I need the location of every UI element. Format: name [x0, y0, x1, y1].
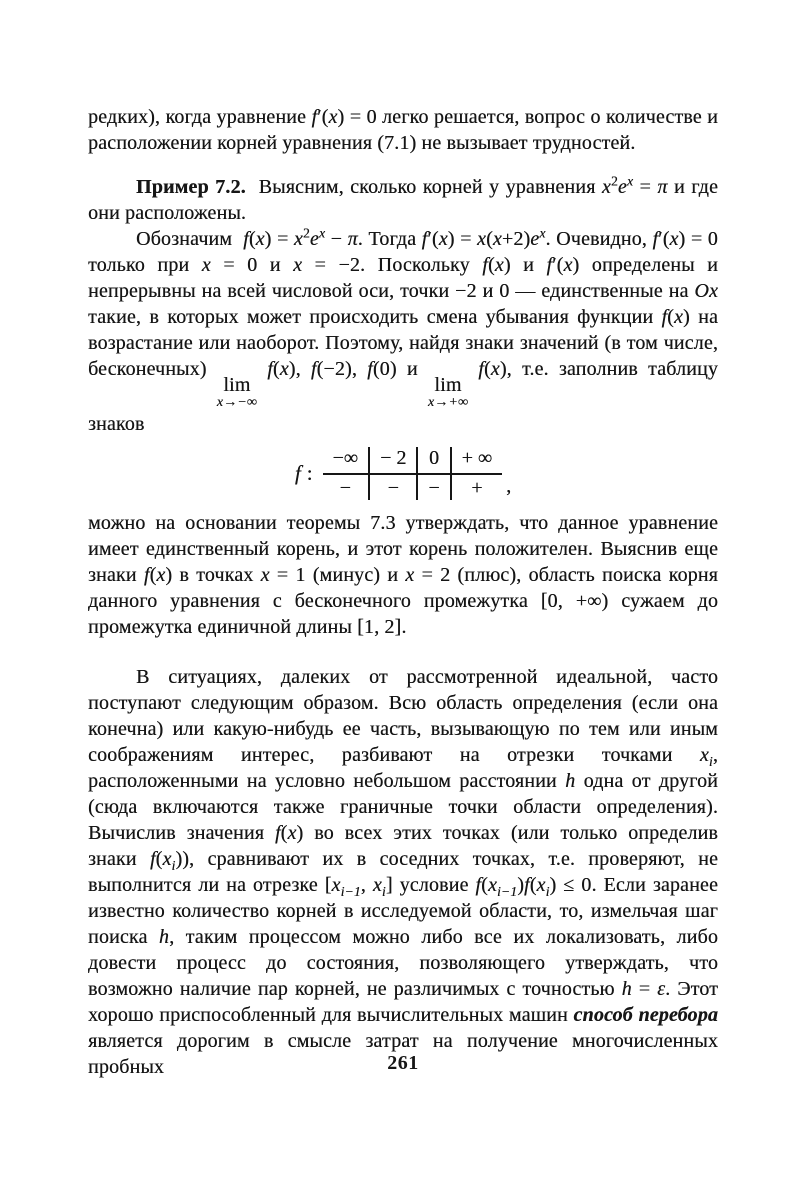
text-run: ( — [487, 254, 495, 276]
text-run: ( — [149, 563, 157, 586]
limit-expression: lim x→+∞ — [427, 374, 469, 411]
text-run: ] условие — [385, 873, 476, 896]
text-run: , таким процессом можно либо все их локализовать, либо довести процесс до состояния, позволяющего утверждать, что возможно наличие пар корней, не различимых с точностью — [88, 925, 718, 1000]
text-run: = 0 и — [210, 254, 294, 276]
superscript: x — [539, 225, 546, 241]
text-run: ( — [155, 847, 163, 870]
text-run: (0) и — [372, 358, 428, 380]
text-run: f — [546, 254, 553, 276]
text-run: x — [494, 254, 504, 276]
text-run: π — [657, 176, 668, 198]
subscript: i−1 — [340, 883, 361, 899]
text-run: = 1 (минус) и — [269, 563, 406, 586]
text-run: такие, в которых может происходить смена убывания функции — [88, 306, 662, 328]
sign-table-point: 0 — [418, 447, 449, 475]
text-run: +2) — [501, 228, 531, 250]
text-run: ′( — [552, 254, 564, 276]
sign-table-sign: − — [387, 476, 399, 499]
text-run: x — [536, 873, 546, 896]
sign-table-colon: : — [306, 460, 313, 485]
text-run: e — [530, 228, 540, 250]
text-run: f — [478, 358, 484, 380]
text-run: ) определены и непрерывны на всей числовой оси, точки −2 и 0 — единственные на — [88, 254, 718, 302]
text-run: f — [274, 821, 281, 844]
text-run: ), т.е. заполнив таблицу знаков — [88, 358, 718, 435]
page-content — [88, 104, 718, 1080]
text-run: x — [669, 228, 679, 250]
text-run: x — [279, 358, 289, 380]
subscript: i — [708, 753, 713, 769]
text-run: x — [201, 254, 211, 276]
text-run: ) в точках — [165, 563, 261, 586]
text-run: ′( — [317, 106, 329, 128]
text-run: ( — [272, 358, 280, 380]
sign-table-point: + ∞ — [452, 447, 503, 475]
text-run: = — [633, 176, 658, 198]
subscript: i−1 — [496, 883, 518, 899]
text-run: ) = 0 легко решается, вопрос о количестве и расположении корней уравнения (7.1) не вызывает трудностей. — [88, 106, 718, 154]
superscript: x — [318, 225, 326, 241]
text-run: f — [475, 873, 482, 896]
text-run: и где они расположены. — [88, 176, 718, 224]
text-run: f — [143, 563, 150, 586]
text-run: ) = — [447, 228, 478, 250]
paragraph-example-7-2 — [88, 174, 718, 226]
text-run: ), — [288, 358, 311, 380]
text-run: ) — [517, 873, 524, 896]
text-run: ) = — [264, 228, 294, 250]
text-run: ′( — [427, 228, 439, 250]
text-run: f — [524, 873, 530, 896]
text-run: f — [267, 358, 273, 380]
text-run: f — [149, 847, 156, 870]
text-run: ε — [657, 977, 666, 1000]
text-run: Пример 7.2. — [136, 176, 246, 198]
superscript: 2 — [302, 225, 310, 241]
paragraph-enumeration-method — [88, 664, 718, 1080]
text-run: )), сравнивают их в соседних точках, т.е. проверяют, не выполнится ли на отрезке [ — [88, 847, 718, 896]
text-run: f — [311, 106, 318, 128]
text-run: ( — [667, 306, 674, 328]
text-run: . Очевидно, — [545, 228, 653, 250]
text-run: f — [421, 228, 428, 250]
text-run: x — [563, 254, 573, 276]
text-run: x — [156, 563, 166, 586]
text-run: x — [673, 306, 684, 328]
text-run: способ перебора — [573, 1003, 718, 1026]
text-run: Обозначим — [136, 228, 244, 250]
text-run: x — [331, 873, 341, 896]
text-run: x — [699, 743, 709, 766]
text-run: Ox — [694, 280, 718, 302]
text-run: ( — [280, 821, 288, 844]
text-run: В ситуациях, далеких от рассмотренной идеальной, часто поступают следующим образом. Всю область определения (если она конечна) или какую-нибудь ее часть, вызывающую по тем или иным соображениям интерес, разбивают на отрезки точками — [88, 665, 718, 766]
sign-table-point: −∞ — [323, 447, 369, 475]
text-run: (−2), — [316, 358, 368, 380]
text-run — [257, 358, 267, 380]
text-run: ) на возрастание или наоборот. Поэтому, найдя знаки значений (в том числе, бесконечных) — [88, 306, 718, 380]
sign-table-column — [450, 447, 503, 500]
text-run: f — [652, 228, 659, 250]
text-run: x — [492, 228, 502, 250]
text-run: , расположенными на условно небольшом расстоянии — [88, 743, 718, 792]
text-run: ( — [248, 228, 256, 250]
paragraph-conclusion — [88, 510, 718, 640]
text-run: одна от другой (сюда включаются также граничные точки области определения). Вычислив значения — [88, 769, 719, 844]
text-run: e — [309, 228, 319, 250]
text-run: f — [661, 306, 668, 328]
subscript: i — [171, 857, 176, 873]
limit-expression: lim x→−∞ — [216, 374, 258, 411]
text-run: h — [158, 925, 170, 948]
text-run: x — [372, 873, 382, 896]
text-run: x — [255, 228, 265, 250]
sign-table-column — [416, 447, 449, 500]
text-run: x — [438, 228, 448, 250]
sign-table-comma: , — [506, 474, 512, 497]
text-run: x — [162, 847, 172, 870]
function-symbol: f — [294, 460, 301, 485]
sign-table-sign: − — [339, 476, 351, 499]
text-run — [468, 358, 478, 380]
sign-table-grid — [323, 447, 503, 500]
text-run: ) ≤ 0. Если заранее известно количество корней в исследуемой области, то, измельчая шаг поиска — [88, 873, 718, 948]
text-run: , — [360, 873, 373, 896]
text-run: ( — [486, 228, 493, 250]
text-run: e — [617, 176, 627, 198]
text-run: ( — [529, 873, 537, 896]
text-run: − — [325, 228, 348, 250]
text-run: = 2 (плюс), область поиска корня данного уравнения с бесконечного промежутка [0, +∞) сужаем до промежутка единичной длины [1, 2]. — [88, 563, 718, 638]
sign-table-sign: − — [428, 476, 440, 499]
text-run: π — [347, 228, 358, 250]
text-run: f — [243, 228, 249, 250]
sign-table-sign: + — [471, 476, 483, 499]
subscript: i — [545, 883, 550, 899]
text-run: . Этот хорошо приспособленный для вычислительных машин — [88, 977, 719, 1026]
page-number: 261 — [387, 1052, 419, 1074]
sign-table-column — [323, 447, 369, 500]
text-run: h — [565, 769, 576, 792]
text-run: ) = 0 только при — [88, 228, 718, 276]
sign-table-label — [295, 461, 313, 486]
text-run: = — [631, 977, 658, 1000]
text-run: f — [482, 254, 488, 276]
text-run: . Тогда — [357, 228, 422, 250]
text-run: = −2. Поскольку — [302, 254, 483, 276]
text-run: x — [328, 106, 338, 128]
text-run: можно на основании теоремы 7.3 утверждать, что данное уравнение имеет единственный корень, и этот корень положителен. Выяснив еще знаки — [88, 511, 718, 586]
text-run: x — [293, 254, 303, 276]
text-run: f — [310, 358, 317, 380]
sign-table-point: − 2 — [370, 447, 416, 475]
sign-table — [88, 447, 718, 500]
text-run: x — [487, 873, 497, 896]
text-run: x — [287, 821, 297, 844]
text-run: ( — [481, 873, 488, 896]
superscript: x — [626, 173, 634, 189]
superscript: 2 — [610, 173, 618, 189]
text-run: x — [260, 563, 270, 586]
text-run: ) и — [503, 254, 547, 276]
text-run: x — [477, 228, 487, 250]
paragraph-intro — [88, 104, 718, 156]
text-run: x — [490, 358, 500, 380]
text-run: ) во всех этих точках (или только определив знаки — [88, 821, 719, 870]
text-run: x — [405, 563, 415, 586]
text-run: Выясним, сколько корней у уравнения — [245, 176, 602, 198]
text-run: f — [367, 358, 373, 380]
paragraph-example-solution — [88, 226, 718, 437]
text-run: x — [601, 176, 611, 198]
text-run: x — [293, 228, 303, 250]
text-run: ′( — [658, 228, 670, 250]
text-run: ( — [483, 358, 491, 380]
text-run: редких), когда уравнение — [88, 106, 312, 128]
text-run: h — [621, 977, 632, 1000]
text-run: является дорогим в смысле затрат на получение многочисленных пробных — [88, 1029, 718, 1078]
sign-table-column — [368, 447, 416, 500]
subscript: i — [381, 883, 386, 899]
